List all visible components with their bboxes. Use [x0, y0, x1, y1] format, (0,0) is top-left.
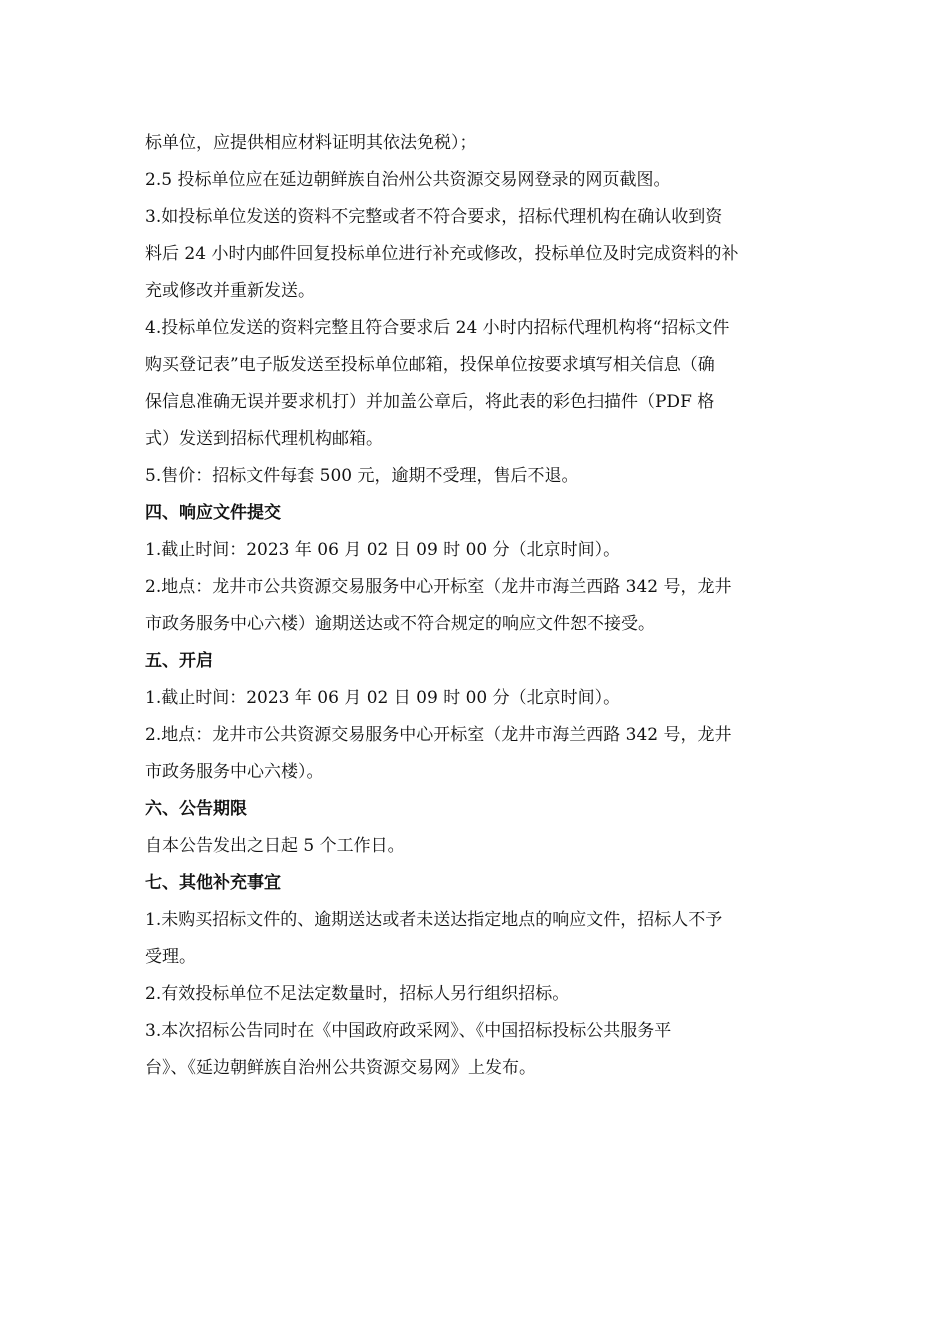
text-line: 充或修改并重新发送。	[145, 281, 315, 301]
text-line: 保信息准确无误并要求机打）并加盖公章后，将此表的彩色扫描件（PDF 格	[145, 392, 715, 412]
text-line: 受理。	[145, 947, 196, 967]
text-line: 市政务服务中心六楼）逾期送达或不符合规定的响应文件恕不接受。	[145, 614, 655, 634]
text-line: 台》、《延边朝鲜族自治州公共资源交易网》上发布。	[145, 1058, 536, 1078]
text-line: 1.截止时间：2023 年 06 月 02 日 09 时 00 分（北京时间）。	[145, 688, 621, 708]
section-heading: 五、开启	[145, 651, 213, 671]
text-line: 料后 24 小时内邮件回复投标单位进行补充或修改，投标单位及时完成资料的补	[145, 244, 739, 264]
text-line: 3.本次招标公告同时在《中国政府政采网》、《中国招标投标公共服务平	[145, 1021, 672, 1041]
section-heading: 四、响应文件提交	[145, 503, 281, 523]
text-line: 1.截止时间：2023 年 06 月 02 日 09 时 00 分（北京时间）。	[145, 540, 621, 560]
section-heading: 七、其他补充事宜	[145, 873, 281, 893]
text-line: 标单位，应提供相应材料证明其依法免税）；	[145, 133, 477, 153]
text-line: 4.投标单位发送的资料完整且符合要求后 24 小时内招标代理机构将“招标文件	[145, 318, 730, 338]
text-line: 市政务服务中心六楼）。	[145, 762, 324, 782]
text-line: 2.有效投标单位不足法定数量时，招标人另行组织招标。	[145, 984, 570, 1004]
document-page	[145, 125, 810, 1087]
text-line: 5.售价：招标文件每套 500 元，逾期不受理，售后不退。	[145, 466, 579, 486]
text-line: 自本公告发出之日起 5 个工作日。	[145, 836, 405, 856]
text-line: 2.5 投标单位应在延边朝鲜族自治州公共资源交易网登录的网页截图。	[145, 170, 671, 190]
text-line: 2.地点：龙井市公共资源交易服务中心开标室（龙井市海兰西路 342 号，龙井	[145, 725, 732, 745]
text-line: 购买登记表”电子版发送至投标单位邮箱，投保单位按要求填写相关信息（确	[145, 355, 715, 375]
text-line: 1.未购买招标文件的、逾期送达或者未送达指定地点的响应文件，招标人不予	[145, 910, 723, 930]
text-line: 3.如投标单位发送的资料不完整或者不符合要求，招标代理机构在确认收到资	[145, 207, 723, 227]
text-line: 式）发送到招标代理机构邮箱。	[145, 429, 383, 449]
section-heading: 六、公告期限	[145, 799, 247, 819]
text-line: 2.地点：龙井市公共资源交易服务中心开标室（龙井市海兰西路 342 号，龙井	[145, 577, 732, 597]
